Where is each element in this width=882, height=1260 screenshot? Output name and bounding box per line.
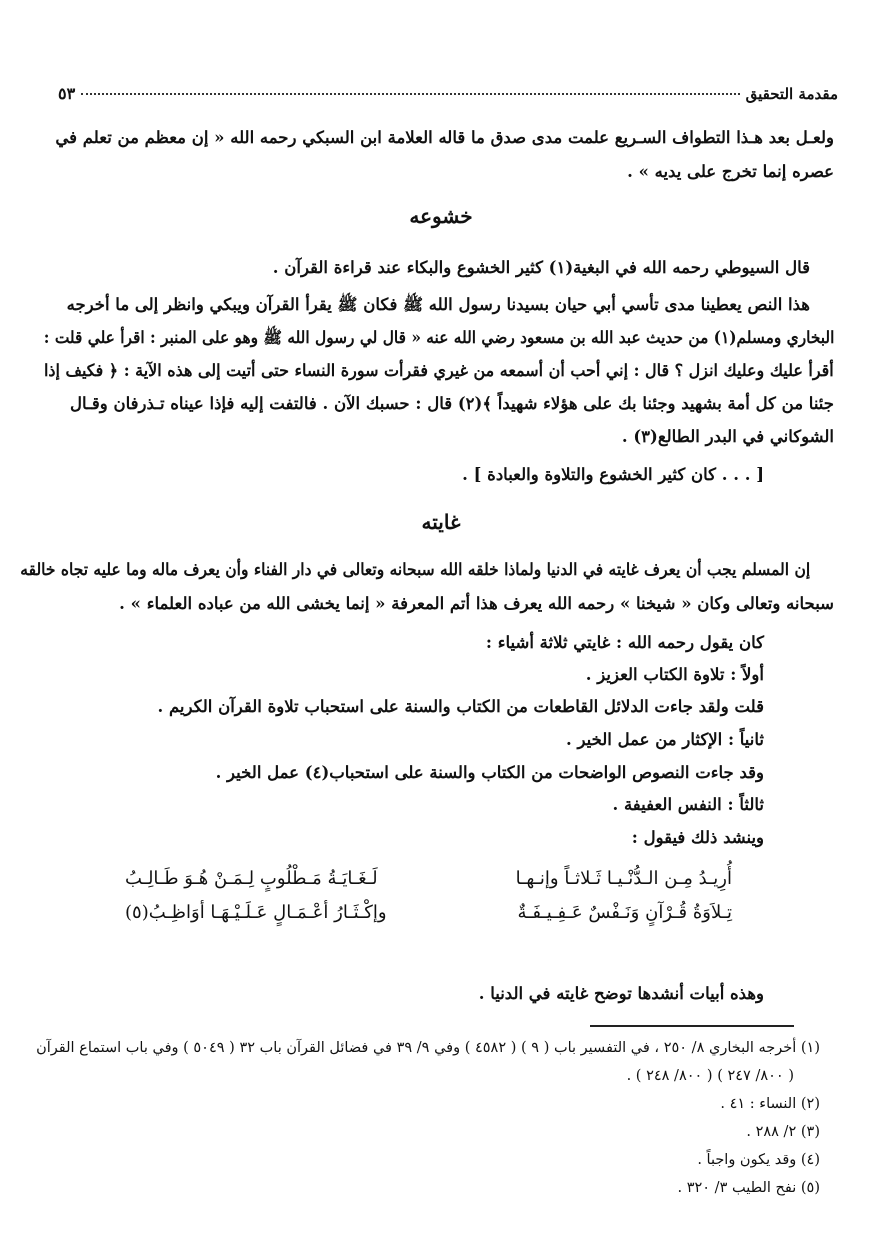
intro-line-1: ولعـل بعد هـذا التطواف السـريع علمت مدى صدق ما قاله العلامة ابن السبكي رحمه الله « إن معظم من تعلم في [55, 128, 834, 147]
closing-line: وهذه أبيات أنشدها توضح غايته في الدنيا . [478, 984, 764, 1003]
header-leader-dots [81, 93, 739, 95]
footnote-separator [590, 1025, 794, 1027]
list-line: وينشد ذلك فيقول : [631, 828, 764, 847]
ghayatuh-paragraph-line: سبحانه وتعالى وكان « شيخنا » رحمه الله يعرف هذا أتم المعرفة « إنما يخشى الله من عباده العلماء » . [119, 594, 834, 613]
list-line: ثالثاً : النفس العفيفة . [612, 795, 764, 814]
footnote: (٣) ٢/ ٢٨٨ . [746, 1124, 820, 1140]
section-heading-ghayatuh: غايته [421, 510, 461, 534]
verse-1-first-hemistich: أُرِيـدُ مِـن الـدُّنْـيـا ثَـلاثـاً وإنـهـا [515, 868, 732, 889]
page-number: ٥٣ [58, 84, 76, 103]
footnote: (٥) نفح الطيب ٣/ ٣٢٠ . [677, 1180, 820, 1196]
khushu-paragraph-2-line: الشوكاني في البدر الطالع(٣) . [621, 427, 834, 446]
list-line: وقد جاءت النصوص الواضحات من الكتاب والسنة على استحباب(٤) عمل الخير . [215, 763, 764, 782]
list-line: ثانياً : الإكثار من عمل الخير . [566, 730, 764, 749]
intro-line-2: عصره إنما تخرج على يديه » . [627, 162, 834, 181]
footnote: (١) أخرجه البخاري ٨/ ٢٥٠ ، في التفسير باب ( ٩ ) ( ٤٥٨٢ ) وفي ٩/ ٣٩ في فضائل القرآن باب ٣٢ ( ٥٠٤٩ ) وفي باب استماع القرآن [36, 1040, 820, 1056]
khushu-paragraph-2-line: أقرأ عليك وعليك انزل ؟ قال : إني أحب أن أسمعه من غيري فقرأت سورة النساء حتى أتيت إلى هذه الآية : ﴿ فكيف إذا [44, 361, 834, 380]
section-heading-khushu: خشوعه [409, 204, 473, 228]
verse-2-second-hemistich: وإكْـثَـارُ أعْـمَـالٍ عَـلَـيْـهَـا أوَاظِـبُ(٥) [125, 902, 387, 923]
list-line: أولاً : تلاوة الكتاب العزيز . [585, 665, 764, 684]
list-line: كان يقول رحمه الله : غايتي ثلاثة أشياء : [485, 633, 764, 652]
header-title: مقدمة التحقيق [745, 85, 838, 103]
footnote: (٤) وقد يكون واجباً . [697, 1152, 820, 1168]
list-line: قلت ولقد جاءت الدلائل القاطعات من الكتاب والسنة على استحباب تلاوة القرآن الكريم . [157, 697, 764, 716]
khushu-paragraph-1: قال السيوطي رحمه الله في البغية(١) كثير الخشوع والبكاء عند قراءة القرآن . [272, 258, 810, 277]
ghayatuh-paragraph-line: إن المسلم يجب أن يعرف غايته في الدنيا ولماذا خلقه الله سبحانه وتعالى في دار الفناء وأن يعرف ماله وما عليه تجاه خالقه [20, 560, 810, 579]
khushu-paragraph-3: [ . . . كان كثير الخشوع والتلاوة والعبادة ] . [462, 465, 764, 484]
khushu-paragraph-2-line: البخاري ومسلم(١) من حديث عبد الله بن مسعود رضي الله عنه « قال لي رسول الله ﷺ وهو على المنبر : اقرأ علي قلت : [43, 328, 834, 347]
khushu-paragraph-2-line: جئنا من كل أمة بشهيد وجئنا بك على هؤلاء شهيداً ﴾(٢) قال : حسبك الآن . فالتفت إليه فإذا عيناه تـذرفان وقـال [70, 394, 834, 413]
khushu-paragraph-2-line: هذا النص يعطينا مدى تأسي أبي حيان بسيدنا رسول الله ﷺ فكان ﷺ يقرأ القرآن ويبكي وانظر إلى ما أخرجه [66, 295, 810, 314]
verse-1-second-hemistich: لَـغَـايَـةُ مَـطْلُوبٍ لِـمَـنْ هُـوَ طَـالِـبُ [125, 868, 378, 889]
footnote: ( ٨٠٠/ ٢٤٧ ) ( ٨٠٠/ ٢٤٨ ) . [626, 1068, 794, 1084]
running-header [58, 84, 838, 108]
footnote: (٢) النساء : ٤١ . [720, 1096, 820, 1112]
verse-2-first-hemistich: تِـلاَوَةُ قُـرْآنٍ وَنَـفْسٌ عَـفِـيـفَـةٌ [517, 902, 732, 923]
